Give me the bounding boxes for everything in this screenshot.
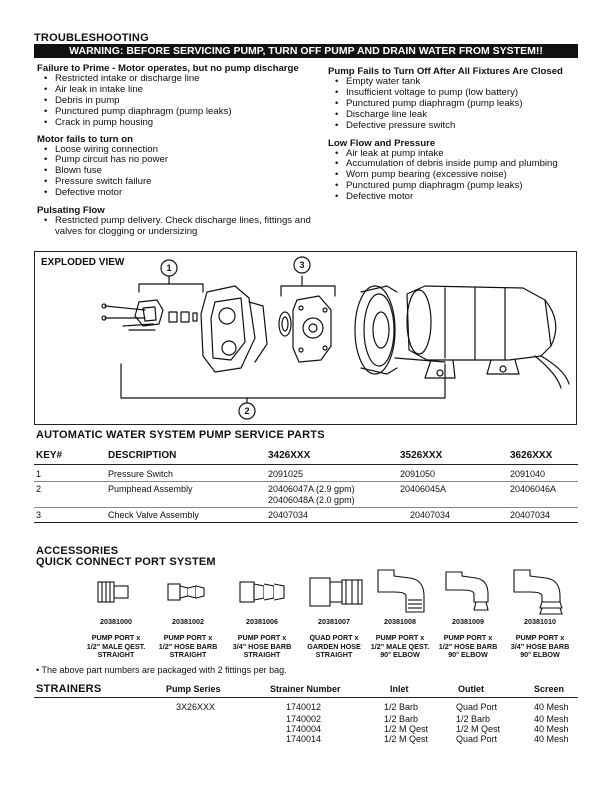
row-desc: Pumphead Assembly [108,484,193,494]
part-number: 20381009 [452,617,484,626]
warning-banner: WARNING: BEFORE SERVICING PUMP, TURN OFF PUMP AND DRAIN WATER FROM SYSTEM!! [34,44,578,58]
bullet-list [37,145,327,200]
divider [34,481,578,482]
exploded-view-title: EXPLODED VIEW [41,257,125,268]
troubleshooting-left [37,63,327,238]
col-header-pump-series: Pump Series [166,684,221,694]
fitting-20381010-icon [514,570,562,614]
list-item: • Punctured pump diaphragm (pump leaks) [328,181,583,192]
row-c3: 2091040 [510,469,546,479]
col-header-3626: 3626XXX [510,450,553,461]
part-number: 20381006 [246,617,278,626]
list-item: • Defective pressure switch [328,121,583,132]
row-key: 3 [36,510,42,520]
row-c3: 20407034 [510,510,551,520]
list-item: • Punctured pump diaphragm (pump leaks) [37,107,327,118]
section-heading: Pump Fails to Turn Off After All Fixtures Are Closed [328,66,563,77]
list-item: • Blown fuse [37,166,327,177]
accessories-note: • The above part numbers are packaged with 2 fittings per bag. [36,665,287,675]
accessories-title: ACCESSORIES [36,545,119,557]
callout-3-label: 3 [299,260,305,270]
part-number: 20381008 [384,617,416,626]
bullet-list [328,77,583,132]
callout-2-label: 2 [244,406,250,416]
col-header-strainer-number: Strainer Number [270,684,341,694]
accessories-subtitle: QUICK CONNECT PORT SYSTEM [36,556,216,568]
list-item: • Insufficient voltage to pump (low battery) [328,88,583,99]
divider [34,522,578,523]
list-item: • Loose wiring connection [37,145,327,156]
bullet-list [328,149,583,204]
row-c1-alt: 20406048A (2.0 gpm) [268,495,355,505]
row-c1: 20406047A (2.9 gpm) [268,484,355,494]
part-label: PUMP PORT x 1/2" MALE QEST. STRAIGHT [86,633,146,660]
part-label: PUMP PORT x 1/2" MALE QEST. 90° ELBOW [370,633,430,660]
fitting-20381009-icon [446,572,488,610]
list-item: • Defective motor [328,192,583,203]
list-item: • Empty water tank [328,77,583,88]
part-label: PUMP PORT x 3/4" HOSE BARB STRAIGHT [232,633,292,660]
part-number: 20381007 [318,617,350,626]
part-label: PUMP PORT x 1/2" HOSE BARB 90° ELBOW [438,633,498,660]
strainer-series: 3X26XXX [176,702,216,712]
list-item: • Restricted pump delivery. Check discharge lines, fittings and valves for clogging or undersizing [37,216,317,238]
exploded-view-box [34,251,577,425]
part-number: 20381010 [524,617,556,626]
list-item: • Worn pump bearing (excessive noise) [328,170,583,181]
fittings-illustrations [90,566,570,616]
list-item: • Crack in pump housing [37,118,327,129]
list-item: • Air leak at pump intake [328,149,583,160]
list-item: • Restricted intake or discharge line [37,74,327,85]
section-heading: Pulsating Flow [37,205,105,217]
fitting-20381006-icon [240,582,284,602]
row-c1: 20407034 [268,510,309,520]
fitting-20381002-icon [168,584,204,600]
callout-1-label: 1 [166,263,172,273]
strainer-inlets: 1/2 Barb 1/2 Barb 1/2 M Qest 1/2 M Qest [384,702,429,744]
row-c2: 20407034 [410,510,451,520]
divider [34,507,578,508]
fitting-20381008-icon [378,570,424,612]
fitting-20381000-icon [98,582,128,602]
bullet-list [37,216,317,238]
row-key: 1 [36,469,42,479]
troubleshooting-right [328,66,583,203]
row-c2: 2091050 [400,469,436,479]
section-heading: Motor fails to turn on [37,133,133,145]
col-header-description: DESCRIPTION [108,450,177,461]
row-key: 2 [36,484,42,494]
strainers-title: STRAINERS [36,683,102,695]
list-item: • Debris in pump [37,96,327,107]
row-c3: 20406046A [510,484,557,494]
list-item: • Defective motor [37,188,327,199]
section-heading: Low Flow and Pressure [328,137,436,149]
divider [34,697,578,698]
service-parts-title: AUTOMATIC WATER SYSTEM PUMP SERVICE PARTS [36,429,325,441]
col-header-outlet: Outlet [458,684,484,694]
page-title: TROUBLESHOOTING [34,32,149,44]
col-header-3426: 3426XXX [268,450,311,461]
list-item: • Pressure switch failure [37,177,327,188]
row-c1: 2091025 [268,469,304,479]
bullet-list [37,74,327,129]
list-item: • Air leak in intake line [37,85,327,96]
part-label: QUAD PORT x GARDEN HOSE STRAIGHT [307,633,361,660]
section-heading: Failure to Prime - Motor operates, but no pump discharge [37,63,299,74]
list-item: • Pump circuit has no power [37,155,327,166]
list-item: • Discharge line leak [328,110,583,121]
exploded-diagram [35,252,576,424]
strainer-screens: 40 Mesh 40 Mesh 40 Mesh 40 Mesh [534,702,569,744]
col-header-key: KEY# [36,450,63,461]
part-label: PUMP PORT x 1/2" HOSE BARB STRAIGHT [158,633,218,660]
row-desc: Pressure Switch [108,469,174,479]
row-desc: Check Valve Assembly [108,510,199,520]
list-item: • Accumulation of debris inside pump and plumbing [328,159,583,170]
part-number: 20381002 [172,617,204,626]
divider [34,464,578,465]
part-number: 20381000 [100,617,132,626]
col-header-screen: Screen [534,684,565,694]
part-label: PUMP PORT x 3/4" HOSE BARB 90° ELBOW [510,633,570,660]
fitting-20381007-icon [310,578,362,606]
strainer-numbers: 1740012 1740002 1740004 1740014 [286,702,322,744]
row-c2: 20406045A [400,484,447,494]
list-item: • Punctured pump diaphragm (pump leaks) [328,99,583,110]
col-header-inlet: Inlet [390,684,409,694]
strainer-outlets: Quad Port 1/2 Barb 1/2 M Qest Quad Port [456,702,501,744]
col-header-3526: 3526XXX [400,450,443,461]
